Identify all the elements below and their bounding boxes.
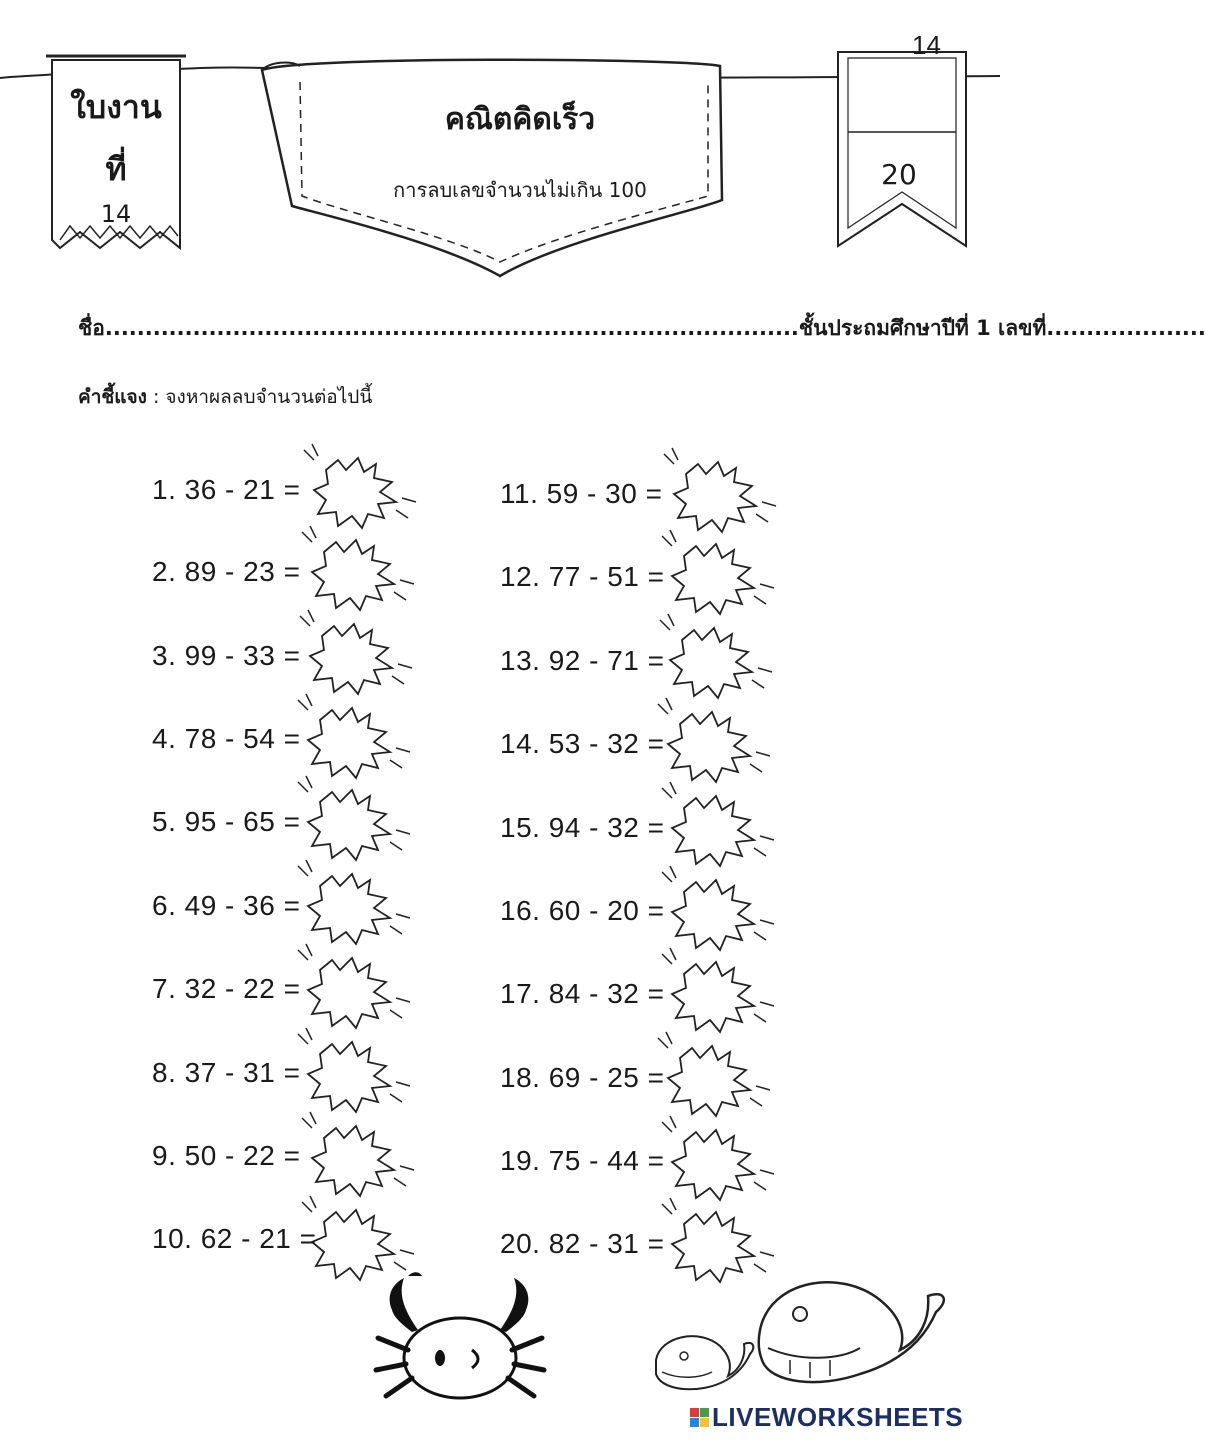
- question-9: 9. 50 - 22 =: [152, 1140, 301, 1171]
- answer-input-15[interactable]: [676, 810, 754, 852]
- question-4: 4. 78 - 54 =: [152, 723, 301, 754]
- answer-input-10[interactable]: [316, 1224, 394, 1266]
- answer-input-19[interactable]: [676, 1144, 754, 1186]
- question-5: 5. 95 - 65 =: [152, 806, 301, 837]
- title-banner: [262, 60, 722, 276]
- answer-input-17[interactable]: [676, 976, 754, 1018]
- answer-input-16[interactable]: [676, 894, 754, 936]
- answer-input-12[interactable]: [676, 558, 754, 600]
- question-13: 13. 92 - 71 =: [500, 645, 665, 676]
- answer-input-13[interactable]: [674, 642, 752, 684]
- question-12: 12. 77 - 51 =: [500, 561, 665, 592]
- question-15: 15. 94 - 32 =: [500, 812, 665, 843]
- instruction: [78, 382, 372, 412]
- worksheet-title: คณิตคิดเร็ว: [444, 102, 596, 137]
- whale-big-illustration: [759, 1282, 944, 1382]
- liveworksheets-logo-icon: [690, 1408, 709, 1427]
- question-19: 19. 75 - 44 =: [500, 1145, 665, 1176]
- answer-input-8[interactable]: [312, 1056, 390, 1098]
- question-2: 2. 89 - 23 =: [152, 556, 301, 587]
- whale-small-illustration: [656, 1336, 753, 1389]
- answer-input-9[interactable]: [316, 1140, 394, 1182]
- question-18: 18. 69 - 25 =: [500, 1062, 665, 1093]
- answer-input-14[interactable]: [672, 726, 750, 768]
- crab-illustration: [376, 1272, 544, 1398]
- liveworksheets-brand: LIVEWORKSHEETS: [712, 1402, 964, 1432]
- question-3: 3. 99 - 33 =: [152, 640, 301, 671]
- total-score: 20: [881, 158, 917, 191]
- answer-input-3[interactable]: [314, 638, 392, 680]
- right-flag: [838, 52, 966, 246]
- question-16: 16. 60 - 20 =: [500, 895, 665, 926]
- question-7: 7. 32 - 22 =: [152, 973, 301, 1004]
- answer-input-20[interactable]: [676, 1226, 754, 1268]
- instruction-text: : จงหาผลลบจำนวนต่อไปนี้: [146, 386, 373, 408]
- answer-input-5[interactable]: [312, 804, 390, 846]
- answer-input-6[interactable]: [312, 888, 390, 930]
- worksheet-number: 14: [100, 200, 132, 228]
- answer-input-11[interactable]: [678, 476, 756, 518]
- question-6: 6. 49 - 36 =: [152, 890, 301, 921]
- question-10: 10. 62 - 21 =: [152, 1223, 317, 1254]
- answer-input-4[interactable]: [312, 722, 390, 764]
- page-number: 14: [912, 30, 941, 60]
- instruction-label: คำชี้แจง: [78, 386, 147, 408]
- answer-input-7[interactable]: [312, 972, 390, 1014]
- answer-input-1[interactable]: [318, 472, 396, 514]
- answer-input-2[interactable]: [316, 554, 394, 596]
- question-8: 8. 37 - 31 =: [152, 1057, 301, 1088]
- question-17: 17. 84 - 32 =: [500, 978, 665, 1009]
- question-14: 14. 53 - 32 =: [500, 728, 665, 759]
- question-20: 20. 82 - 31 =: [500, 1228, 665, 1259]
- worksheet-label: ใบงาน ที่: [70, 88, 162, 188]
- answer-input-18[interactable]: [672, 1060, 750, 1102]
- question-11: 11. 59 - 30 =: [500, 478, 663, 509]
- worksheet-subtitle: การลบเลขจำนวนไม่เกิน 100: [393, 178, 647, 202]
- question-1: 1. 36 - 21 =: [152, 474, 301, 505]
- student-info-line: ชื่อ.......................................................................................ชั้นประถมศึกษาปีที่ 1 เลขที่....................: [78, 316, 1206, 340]
